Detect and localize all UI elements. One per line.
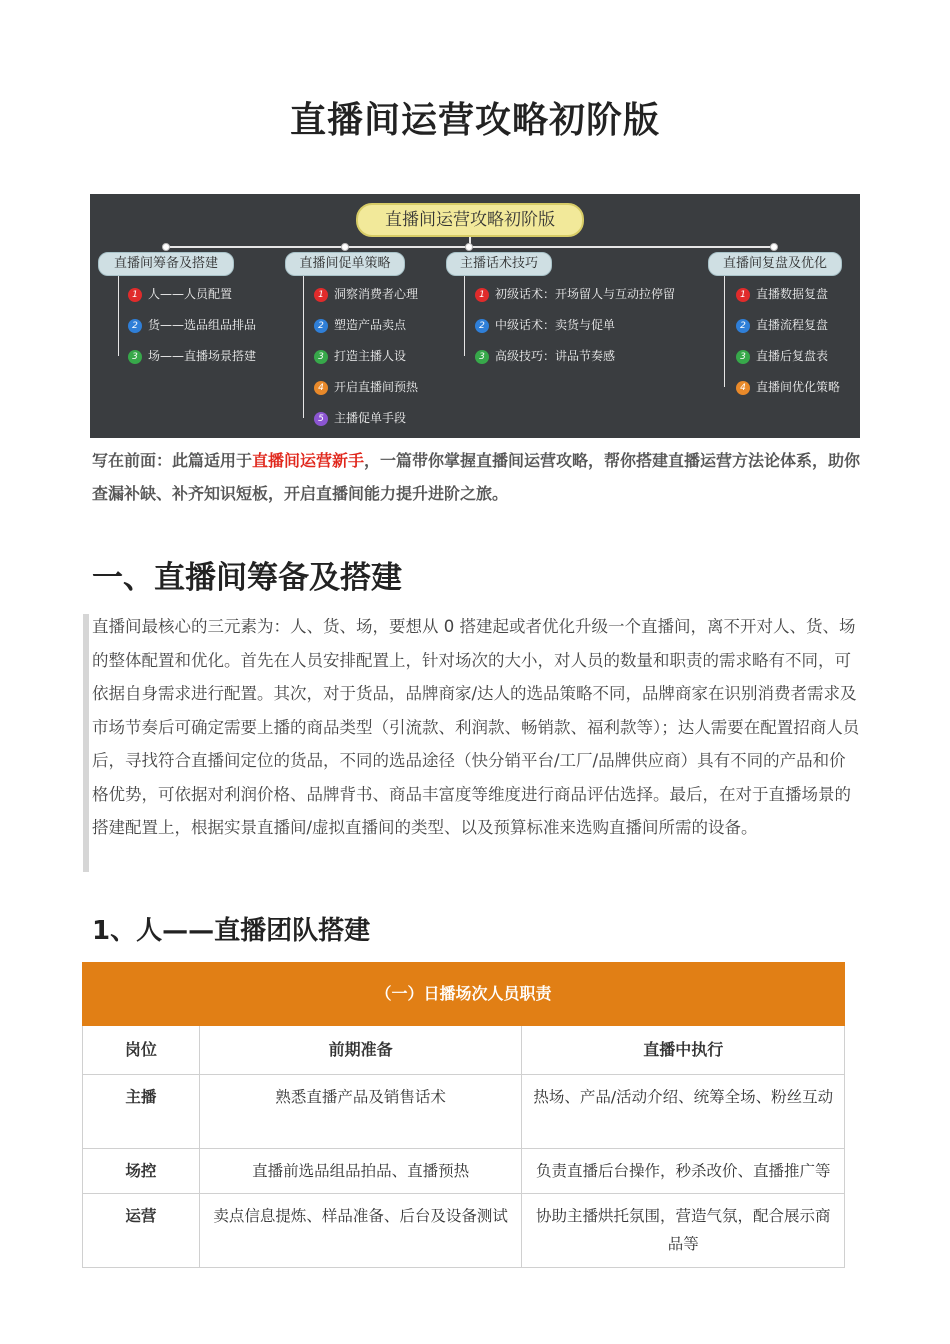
table-header: 岗位 <box>83 1026 200 1075</box>
number-icon: 1 <box>314 288 328 302</box>
mindmap-item: 1 直播数据复盘 <box>736 286 828 302</box>
table-cell: 卖点信息提炼、样品准备、后台及设备测试 <box>199 1194 522 1268</box>
page-title: 直播间运营攻略初阶版 <box>289 100 660 141</box>
connector-dot <box>162 243 170 251</box>
number-icon: 2 <box>314 319 328 333</box>
mindmap-figure <box>90 194 860 438</box>
number-icon: 3 <box>128 350 142 364</box>
section-heading: 一、直播间筹备及搭建 <box>92 560 402 596</box>
number-icon: 2 <box>736 319 750 333</box>
quote-bar <box>83 614 89 872</box>
table-cell: 热场、产品/活动介绍、统筹全场、粉丝互动 <box>522 1075 845 1149</box>
intro-text <box>92 444 862 510</box>
section-paragraph: 直播间最核心的三元素为：人、货、场，要想从 0 搭建起或者优化升级一个直播间，离不开对人、货、场的整体配置和优化。首先在人员安排配置上，针对场次的大小，对人员的数量和职责的需求略有不同，可依据自身需求进行配置。其次，对于货品，品牌商家/达人的选品策略不同，品牌商家在识别消费者需求及市场节奏后可确定需要上播的商品类型（引流款、利润款、畅销款、福利款等）；达人需要在配置招商人员后，寻找符合直播间定位的货品，不同的选品途径（快分销平台/工厂/品牌供应商）具有不同的产品和价格优势，可依据对利润价格、品牌背书、商品丰富度等维度进行商品评估选择。最后，在对于直播场景的搭建配置上，根据实景直播间/虚拟直播间的类型、以及预算标准来选购直播间所需的设备。 <box>92 617 860 837</box>
number-icon: 5 <box>314 412 328 426</box>
number-icon: 2 <box>475 319 489 333</box>
mindmap-item: 1 人——人员配置 <box>128 286 232 302</box>
table-row <box>83 1149 845 1194</box>
connector <box>118 276 119 356</box>
table-caption: （一）日播场次人员职责 <box>83 963 845 1026</box>
number-icon: 3 <box>736 350 750 364</box>
table-cell: 熟悉直播产品及销售话术 <box>199 1075 522 1149</box>
branch-review: 直播间复盘及优化 <box>708 252 842 276</box>
mindmap-item: 3 高级技巧：讲品节奏感 <box>475 348 615 364</box>
table-cell: 场控 <box>83 1149 200 1194</box>
number-icon: 4 <box>736 381 750 395</box>
mindmap-item: 3 场——直播场景搭建 <box>128 348 256 364</box>
connector-dot <box>341 243 349 251</box>
mindmap-root: 直播间运营攻略初阶版 <box>356 203 584 237</box>
table-cell: 主播 <box>83 1075 200 1149</box>
mindmap-item: 1 初级话术：开场留人与互动拉停留 <box>475 286 675 302</box>
branch-scripts: 主播话术技巧 <box>446 252 552 276</box>
number-icon: 3 <box>314 350 328 364</box>
table-row <box>83 1075 845 1149</box>
connector <box>303 276 304 418</box>
mindmap-item: 2 货——选品组品排品 <box>128 317 256 333</box>
table-cell: 运营 <box>83 1194 200 1268</box>
number-icon: 1 <box>128 288 142 302</box>
mindmap-item: 1 洞察消费者心理 <box>314 286 418 302</box>
table-header: 直播中执行 <box>522 1026 845 1075</box>
branch-prepare: 直播间筹备及搭建 <box>98 252 234 276</box>
number-icon: 1 <box>475 288 489 302</box>
mindmap-item: 2 直播流程复盘 <box>736 317 828 333</box>
mindmap-item: 3 打造主播人设 <box>314 348 406 364</box>
connector <box>724 276 725 387</box>
number-icon: 3 <box>475 350 489 364</box>
number-icon: 4 <box>314 381 328 395</box>
number-icon: 2 <box>128 319 142 333</box>
connector-dot <box>770 243 778 251</box>
table-header: 前期准备 <box>199 1026 522 1075</box>
intro-highlight: 直播间运营新手 <box>252 451 365 470</box>
mindmap-item: 5 主播促单手段 <box>314 410 406 426</box>
subsection-heading: 1、人——直播团队搭建 <box>92 916 371 946</box>
duty-table <box>82 962 845 1268</box>
table-row <box>83 1194 845 1268</box>
mindmap-item: 4 直播间优化策略 <box>736 379 840 395</box>
mindmap-item: 2 塑造产品卖点 <box>314 317 406 333</box>
table-cell: 直播前选品组品拍品、直播预热 <box>199 1149 522 1194</box>
table-cell: 协助主播烘托氛围，营造气氛，配合展示商品等 <box>522 1194 845 1268</box>
connector <box>464 276 465 356</box>
table-cell: 负责直播后台操作，秒杀改价、直播推广等 <box>522 1149 845 1194</box>
mindmap-item: 2 中级话术：卖货与促单 <box>475 317 615 333</box>
mindmap-item: 3 直播后复盘表 <box>736 348 828 364</box>
mindmap-item: 4 开启直播间预热 <box>314 379 418 395</box>
intro-suffix: ，一篇带你掌握直播间运营攻略，帮你搭建直播运营方法论体系，助你查漏补缺、补齐知识短板，开启直播间能力提升进阶之旅。 <box>92 451 861 503</box>
number-icon: 1 <box>736 288 750 302</box>
connector-dot <box>465 243 473 251</box>
branch-conversion: 直播间促单策略 <box>285 252 405 276</box>
intro-prefix: 写在前面：此篇适用于 <box>92 451 253 470</box>
